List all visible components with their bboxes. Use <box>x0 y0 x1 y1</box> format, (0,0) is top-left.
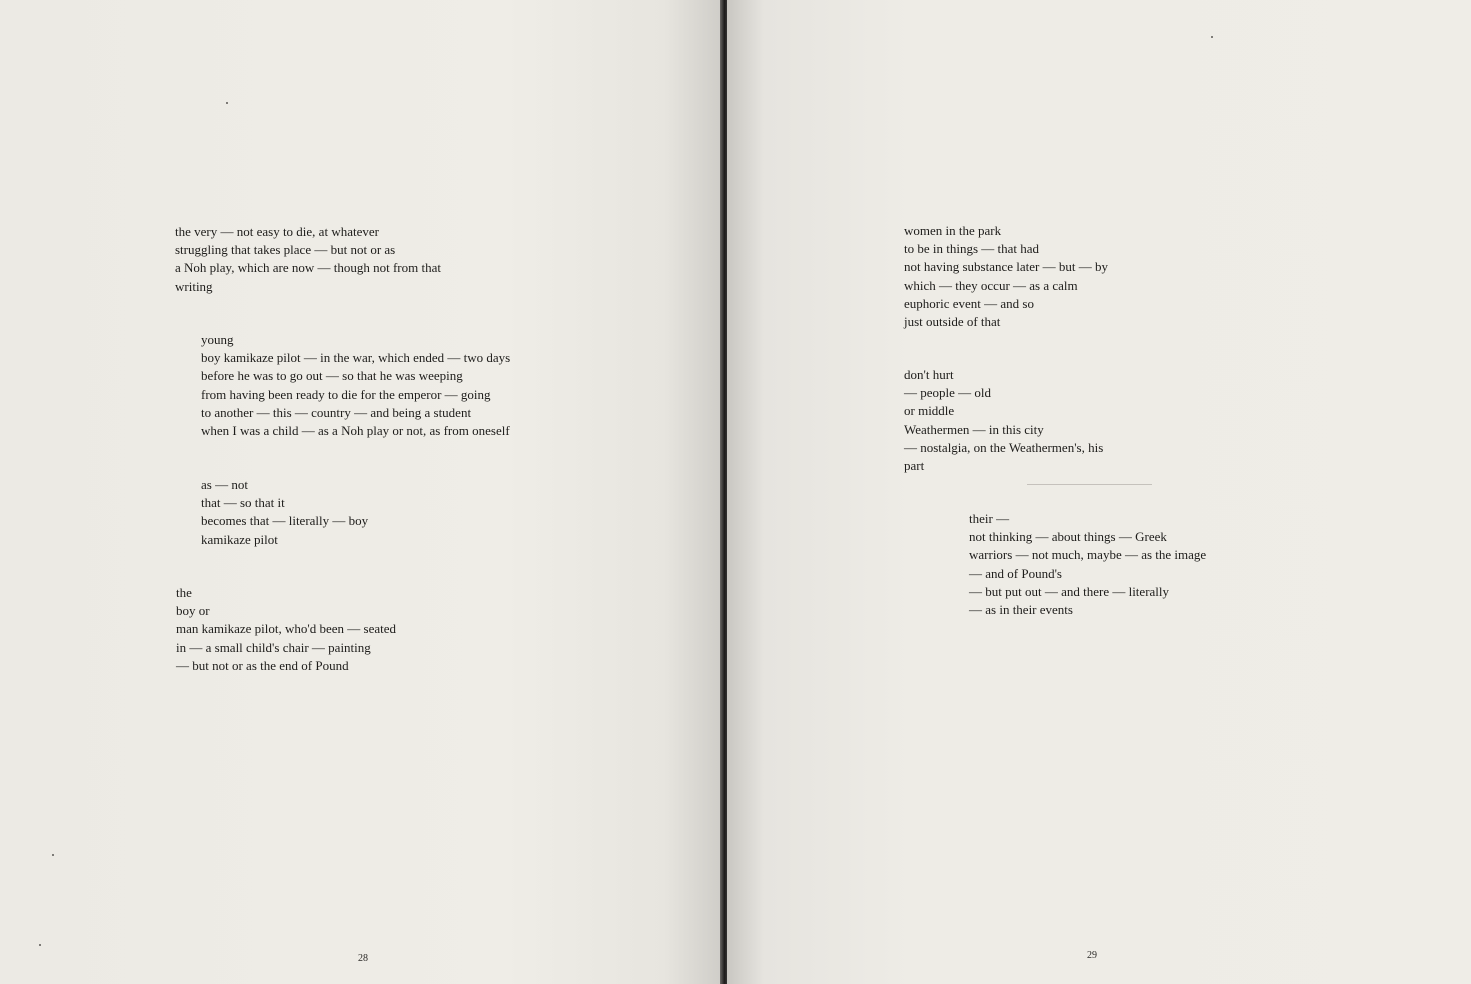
stanza-1 <box>904 222 1108 331</box>
page-number-left: 28 <box>358 953 368 964</box>
left-page <box>0 0 722 984</box>
poem-line: struggling that takes place — but not or as <box>175 242 396 258</box>
poem-line: which — they occur — as a calm <box>904 277 1078 293</box>
paper-speck <box>52 854 54 856</box>
poem-line: their — <box>969 511 1010 526</box>
poem-line: or middle <box>904 403 955 419</box>
poem-line: euphoric event — and so <box>904 295 1034 311</box>
poem-line: from having been ready to die for the emperor — going <box>201 386 491 402</box>
poem-line: — people — old <box>904 385 992 401</box>
poem-line: to be in things — that had <box>904 241 1040 257</box>
stanza-3 <box>969 510 1206 619</box>
poem-line: that — so that it <box>201 495 285 511</box>
poem-line: kamikaze pilot <box>201 531 278 547</box>
poem-line: before he was to go out — so that he was weeping <box>201 368 463 384</box>
poem-line: — nostalgia, on the Weathermen's, his <box>904 439 1104 455</box>
paper-speck <box>39 944 41 946</box>
stanza-2 <box>904 366 1103 475</box>
poem-line: the <box>176 585 192 600</box>
poem-line: when I was a child — as a Noh play or not, as from oneself <box>201 423 510 439</box>
poem-line: not having substance later — but — by <box>904 259 1108 275</box>
poem-line: — but put out — and there — literally <box>969 583 1170 599</box>
stanza-1 <box>175 223 441 296</box>
poem-line: just outside of that <box>904 314 1001 330</box>
poem-line: — but not or as the end of Pound <box>176 657 349 673</box>
faint-rule <box>1027 484 1152 485</box>
poem-line: Weathermen — in this city <box>904 421 1044 437</box>
poem-line: women in the park <box>904 223 1002 238</box>
poem-line: as — not <box>201 477 248 492</box>
poem-line: a Noh play, which are now — though not from that <box>175 260 441 276</box>
poem-line: in — a small child's chair — painting <box>176 639 371 655</box>
paper-speck <box>226 102 228 104</box>
poem-line: don't hurt <box>904 367 954 382</box>
stanza-4 <box>176 584 396 675</box>
poem-line: — as in their events <box>969 602 1073 618</box>
poem-line: not thinking — about things — Greek <box>969 529 1167 545</box>
stanza-3 <box>201 476 368 549</box>
poem-line: man kamikaze pilot, who'd been — seated <box>176 621 397 637</box>
poem-line: boy or <box>176 603 210 619</box>
right-page <box>727 0 1471 984</box>
paper-speck <box>1211 36 1213 38</box>
page-number-right: 29 <box>1087 950 1097 961</box>
poem-line: the very — not easy to die, at whatever <box>175 224 379 239</box>
poem-line: — and of Pound's <box>969 565 1062 581</box>
poem-line: part <box>904 458 925 474</box>
poem-line: to another — this — country — and being a student <box>201 404 472 420</box>
poem-line: becomes that — literally — boy <box>201 513 369 529</box>
poem-line: writing <box>175 278 213 294</box>
stanza-2 <box>201 331 510 440</box>
poem-line: warriors — not much, maybe — as the image <box>969 547 1207 563</box>
poem-line: boy kamikaze pilot — in the war, which ended — two days <box>201 350 511 366</box>
poem-line: young <box>201 332 234 347</box>
